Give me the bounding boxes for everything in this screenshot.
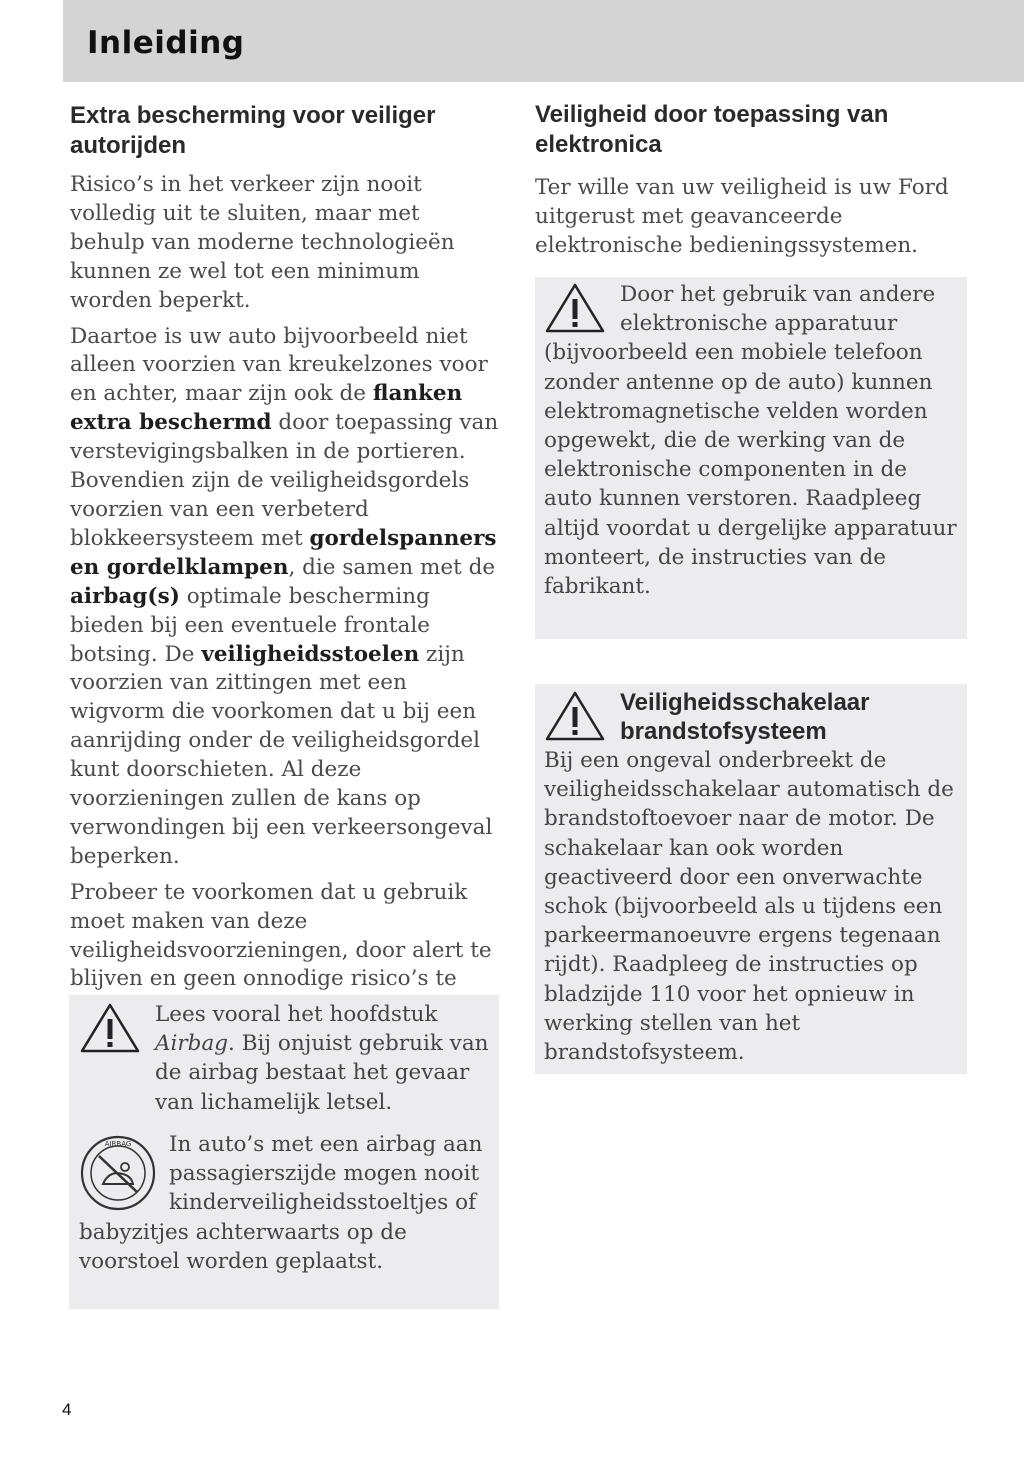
right-heading: Veiligheid door toepassing van elektronica bbox=[535, 101, 889, 158]
left-warning-box bbox=[69, 995, 499, 1309]
left-paragraph-3: Probeer te voorkomen dat u gebruik moet maken van deze veiligheidsvoorzieningen, door alert te blijven en geen onnodige risico’s te bbox=[70, 879, 492, 992]
fuel-switch-warning bbox=[544, 688, 959, 1067]
p2-text-2: door toepassing van verstevigingsbalken in de portieren. Bovendien zijn de veiligheidsgordels voorzien van een verbeterd blokkeersysteem met bbox=[70, 410, 499, 551]
warning-triangle-icon bbox=[544, 690, 606, 742]
p2-bold-2: gordelspanners en gordelklampen bbox=[70, 525, 497, 580]
warning-triangle-icon bbox=[79, 1002, 141, 1054]
electronics-warning bbox=[544, 280, 959, 601]
section-title: Inleiding bbox=[87, 25, 245, 61]
no-rear-facing-child-seat-icon bbox=[79, 1134, 157, 1212]
electronics-warning-text: Door het gebruik van andere elektronische apparatuur (bijvoorbeeld een mobiele telefoon zonder antenne op de auto) kunnen elektromagnetische velden worden opgewekt, die de werking van de elektronische componenten in de auto kunnen verstoren. Raadpleeg altijd voordat u dergelijke apparatuur monteert, de instructies van de fabrikant. bbox=[544, 282, 957, 600]
fuel-switch-box bbox=[535, 684, 967, 1074]
electronics-warning-box bbox=[535, 277, 967, 639]
fuel-switch-text: Bij een ongeval onderbreekt de veiligheidsschakelaar automatisch de brandstoftoevoer naar de motor. De schakelaar kan ook worden geactiveerd door een onverwachte schok (bijvoorbeeld als u tijdens een parkeermanoeuvre ergens tegenaan rijdt). Raadpleeg de instructies op bladzijde 110 voor het opnieuw in werking stellen van het brandstofsysteem. bbox=[544, 748, 954, 1066]
left-paragraph-1: Risico’s in het verkeer zijn nooit volledig uit te sluiten, maar met behulp van moderne technologieën kunnen ze wel tot een minimum worden beperkt. bbox=[70, 172, 455, 313]
p2-text-1: Daartoe is uw auto bijvoorbeeld niet alleen voorzien van kreukelzones voor en achter, maar zijn ook de bbox=[70, 323, 488, 407]
section-header bbox=[63, 0, 1024, 82]
p2-bold-1: flanken extra beschermd bbox=[70, 381, 463, 436]
p2-bold-4: veiligheidsstoelen bbox=[201, 641, 420, 667]
page-number: 4 bbox=[62, 1400, 72, 1419]
left-heading: Extra bescherming voor veiliger autorijden bbox=[70, 102, 436, 159]
left-paragraph-2 bbox=[70, 323, 500, 872]
fuel-switch-heading: Veiligheidsschakelaar brandstofsysteem bbox=[620, 689, 870, 745]
airbag-warning-text-1: Lees vooral het hoofdstuk bbox=[155, 1002, 438, 1027]
child-seat-warning-text: In auto’s met een airbag aan passagierszijde mogen nooit kinderveiligheidsstoeltjes of babyzitjes achterwaarts op de voorstoel worden geplaatst. bbox=[79, 1132, 483, 1274]
airbag-warning-italic: Airbag bbox=[155, 1031, 229, 1057]
p2-text-4: optimale bescherming bieden bij een eventuele frontale botsing. De bbox=[70, 583, 430, 667]
p2-bold-3: airbag(s) bbox=[70, 583, 180, 609]
p2-text-5: zijn voorzien van zittingen met een wigvorm die voorkomen dat u bij een aanrijding onder de veiligheidsgordel kunt doorschieten. Al deze voorzieningen zullen de kans op verwondingen bij een verkeersongeval beperken. bbox=[70, 641, 493, 869]
left-column bbox=[70, 101, 500, 1023]
airbag-icon-label: AIRBAG bbox=[104, 1140, 132, 1148]
child-seat-warning bbox=[79, 1130, 489, 1276]
airbag-warning bbox=[79, 1000, 489, 1117]
airbag-warning-text-2: . Bij onjuist gebruik van de airbag bestaat het gevaar van lichamelijk letsel. bbox=[155, 1031, 489, 1115]
right-column bbox=[535, 100, 965, 261]
warning-triangle-icon bbox=[544, 282, 606, 334]
p2-text-3: , die samen met de bbox=[288, 554, 496, 580]
right-paragraph-1: Ter wille van uw veiligheid is uw Ford uitgerust met geavanceerde elektronische bedieningssystemen. bbox=[535, 175, 949, 258]
